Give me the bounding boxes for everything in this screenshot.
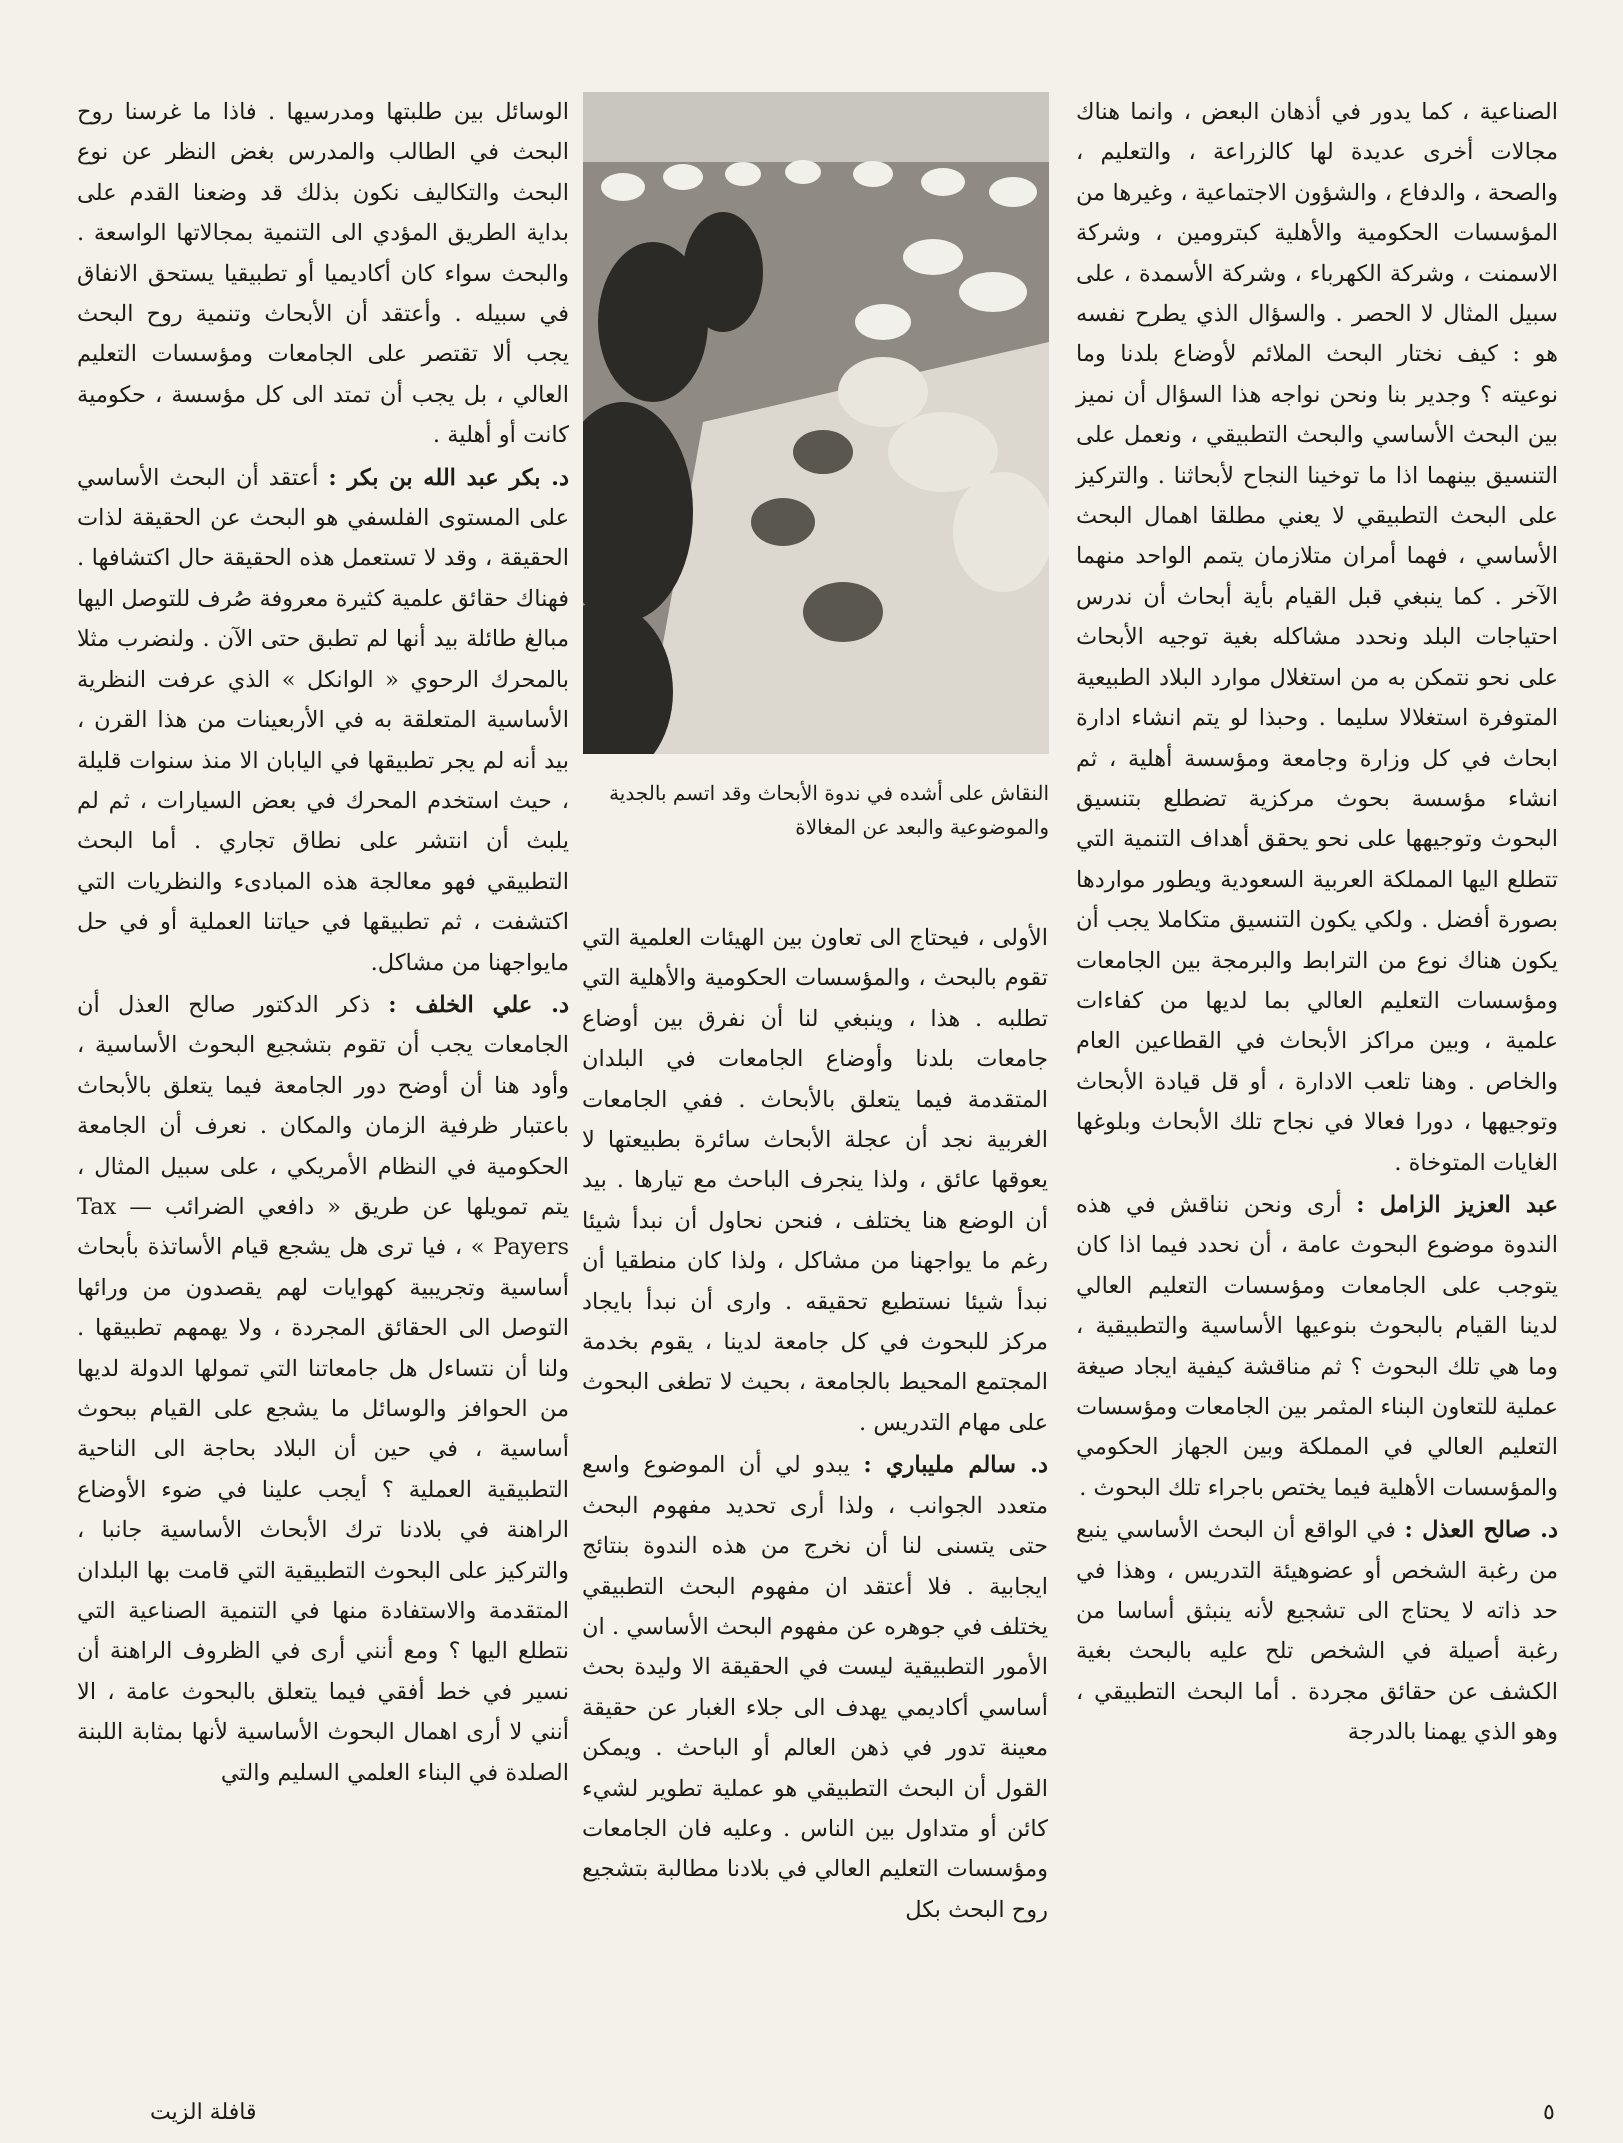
- paragraph-text: أرى ونحن نناقش في هذه الندوة موضوع البحوث عامة ، أن نحدد فيما اذا كان يتوجب على الجامعات ومؤسسات التعليم العالي لدينا القيام بالبحوث بنوعيها الأساسية والتطبيقية ، وما هي تلك البحوث ؟ ثم مناقشة كيفية ايجاد صيغة عملية للتعاون البناء المثمر بين الجامعات ومؤسسات التعليم العالي في المملكة وبين الجهاز الحكومي والمؤسسات الأهلية فيما يختص باجراء تلك البحوث .: [1076, 1191, 1558, 1501]
- article-paragraph: [1076, 1510, 1558, 1752]
- article-paragraph: [77, 92, 569, 456]
- article-column-middle: [582, 918, 1048, 1930]
- paragraph-text: يبدو لي أن الموضوع واسع متعدد الجوانب ، ولذا أرى تحديد مفهوم البحث حتى يتسنى لنا أن نخرج من هذه الندوة بنتائج ايجابية . فلا أعتقد ان مفهوم البحث التطبيقي يختلف في جوهره عن مفهوم البحث الأساسي . ان الأمور التطبيقية ليست في الحقيقة الا وليدة بحث أساسي أكاديمي يهدف الى جلاء الغبار عن حقيقة معينة تدور في ذهن العالم أو الباحث . ويمكن القول أن البحث التطبيقي هو عملية تطوير لشيء كائن أو متداول بين الناس . وعليه فان الجامعات ومؤسسات التعليم العالي في بلادنا مطالبة بتشجيع روح البحث بكل: [582, 1452, 1049, 1923]
- paragraph-text: الأولى ، فيحتاج الى تعاون بين الهيئات العلمية التي تقوم بالبحث ، والمؤسسات الحكومية والأهلية التي تطلبه . هذا ، وينبغي لنا أن نفرق بين أوضاع جامعات بلدنا وأوضاع الجامعات في البلدان المتقدمة فيما يتعلق بالأبحاث . ففي الجامعات الغربية نجد أن عجلة الأبحاث سائرة بطبيعتها لا يعوقها عائق ، ولذا ينجرف الباحث مع تيارها . بيد أن الوضع هنا يختلف ، فنحن نحاول أن نبدأ شيئا رغم ما يواجهنا من مشاكل ، ولذا كان منطقيا أن نبدأ شيئا نستطيع تحقيقه . وارى أن نبدأ بايجاد مركز للبحوث في كل جامعة لدينا ، يقوم بخدمة المجتمع المحيط بالجامعة ، بحيث لا تطغى البحوث على مهام التدريس .: [582, 925, 1048, 1436]
- seminar-photo-illustration: [583, 92, 1049, 754]
- article-paragraph: [582, 918, 1048, 1443]
- paragraph-text: ذكر الدكتور صالح العذل أن الجامعات يجب أن تقوم بتشجيع البحوث الأساسية ، وأود هنا أن أوضح دور الجامعة فيما يتعلق بالأبحاث باعتبار ظرفية الزمان والمكان . نعرف أن الجامعة الحكومية في النظام الأمريكي ، على سبيل المثال ، يتم تمويلها عن طريق « دافعي الضرائب — Tax Payers » ، فيا ترى هل يشجع قيام الأساتذة بأبحاث أساسية وتجريبية كهوايات لهم يقصدون من ورائها التوصل الى الحقائق المجردة ، ولا يهمهم تطبيقها . ولنا أن نتساءل هل جامعاتنا التي تمولها الدولة لديها من الحوافز والوسائل ما يشجع على القيام ببحوث أساسية ، في حين أن البلاد بحاجة الى الناحية التطبيقية العملية ؟ أيجب علينا في ضوء الأوضاع الراهنة في بلادنا ترك الأبحاث الأساسية جانبا ، والتركيز على البحوث التطبيقية التي قامت بها البلدان المتقدمة والاستفادة منها في التنمية الصناعية التي نتطلع اليها ؟ ومع أنني أرى في الظروف الراهنة أن نسير في خط أفقي فيما يتعلق بالبحوث عامة ، الا أنني لا أرى اهمال البحوث الأساسية لأنها بمثابة اللبنة الصلدة في البناء العلمي السليم والتي: [77, 991, 569, 1786]
- speaker-name: د. بكر عبد الله بن بكر :: [328, 464, 570, 491]
- article-column-right: [1076, 92, 1558, 1753]
- speaker-name: د. صالح العذل :: [1404, 1517, 1558, 1544]
- paragraph-text: الوسائل بين طلبتها ومدرسيها . فاذا ما غرسنا روح البحث في الطالب والمدرس بغض النظر عن نوع البحث والتكاليف نكون بذلك قد وضعنا القدم على بداية الطريق المؤدي الى التنمية بمجالاتها الواسعة . والبحث سواء كان أكاديميا أو تطبيقيا يستحق الانفاق في سبيله . وأعتقد أن الأبحاث وتنمية روح البحث يجب ألا تقتصر على الجامعات ومؤسسات التعليم العالي ، بل يجب أن تمتد الى كل مؤسسة ، حكومية كانت أو أهلية .: [77, 99, 569, 449]
- paragraph-text: أعتقد أن البحث الأساسي على المستوى الفلسفي هو البحث عن الحقيقة لذات الحقيقة ، وقد لا تستعمل هذه الحقيقة حال اكتشافها . فهناك حقائق علمية كثيرة معروفة صُرف للتوصل اليها مبالغ طائلة بيد أنها لم تطبق حتى الآن . ولنضرب مثلا بالمحرك الرحوي « الوانكل » الذي عرفت النظرية الأساسية المتعلقة به في الأربعينات من هذا القرن ، بيد أنه لم يجر تطبيقها في اليابان الا منذ سنوات قليلة ، حيث استخدم المحرك في بعض السيارات ، ثم لم يلبث أن انتشر على نطاق تجاري . أما البحث التطبيقي فهو معالجة هذه المبادىء والنظريات التي اكتشفت ، ثم تطبيقها في حياتنا العملية أو في حل مايواجهنا من مشاكل.: [77, 464, 569, 976]
- article-paragraph: [582, 1445, 1048, 1930]
- photo-caption: النقاش على أشده في ندوة الأبحاث وقد اتسم بالجدية والموضوعية والبعد عن المغالاة: [609, 781, 1049, 839]
- paragraph-text: الصناعية ، كما يدور في أذهان البعض ، وانما هناك مجالات أخرى عديدة لها كالزراعة ، والتعليم ، والصحة ، والدفاع ، والشؤون الاجتماعية ، وغيرها من المؤسسات الحكومية والأهلية كبترومين ، وشركة الاسمنت ، وشركة الكهرباء ، وشركة الأسمدة ، على سبيل المثال لا الحصر . والسؤال الذي يطرح نفسه هو : كيف نختار البحث الملائم لأوضاع بلدنا وما نوعيته ؟ وجدير بنا ونحن نواجه هذا السؤال أن نميز بين البحث الأساسي والبحث التطبيقي ، ونعمل على التنسيق بينهما اذا ما توخينا النجاح لأبحاثنا . والتركيز على البحث التطبيقي لا يعني مطلقا اهمال البحث الأساسي ، فهما أمران متلازمان يتمم الواحد منهما الآخر . كما ينبغي قبل القيام بأية أبحاث أن ندرس احتياجات البلد ونحدد مشاكله بغية توجيه الأبحاث على نحو نتمكن به من استغلال موارد البلاد الطبيعية المتوفرة استغلالا سليما . وحبذا لو يتم انشاء ادارة ابحاث في كل وزارة وجامعة ومؤسسة أهلية ، ثم انشاء مؤسسة بحوث مركزية تضطلع بتنسيق البحوث وتوجيهها على نحو يحقق أهداف التنمية التي تتطلع اليها المملكة العربية السعودية ويطور مواردها بصورة أفضل . ولكي يكون التنسيق متكاملا يجب أن يكون هناك نوع من الترابط والبرمجة بين الجامعات ومؤسسات التعليم العالي بما لديها من كفاءات علمية ، وبين مراكز الأبحاث في القطاعين العام والخاص . وهنا تلعب الادارة ، أو قل قيادة الأبحاث وتوجيهها ، دورا فعالا في نجاح تلك الأبحاث وبلوغها الغايات المتوخاة .: [1076, 99, 1558, 1176]
- article-paragraph: [1076, 92, 1558, 1183]
- article-paragraph: [77, 985, 569, 1793]
- article-paragraph: [1076, 1185, 1558, 1508]
- article-paragraph: [77, 458, 569, 983]
- speaker-name: عبد العزيز الزامل :: [1356, 1191, 1558, 1218]
- page-number: ٥: [1543, 2100, 1555, 2125]
- seminar-photo: [583, 92, 1049, 754]
- article-column-left: [77, 92, 569, 1793]
- magazine-name: قافلة الزيت: [150, 2100, 257, 2125]
- speaker-name: د. علي الخلف :: [388, 991, 569, 1018]
- speaker-name: د. سالم مليباري :: [863, 1452, 1049, 1479]
- paragraph-text: في الواقع أن البحث الأساسي ينبع من رغبة الشخص أو عضوهيئة التدريس ، وهذا في حد ذاته لا يحتاج الى تشجيع لأنه ينبثق أساسا من رغبة أصيلة في الشخص تلح عليه بالبحث بغية الكشف عن حقائق مجردة . أما البحث التطبيقي ، وهو الذي يهمنا بالدرجة: [1076, 1517, 1558, 1746]
